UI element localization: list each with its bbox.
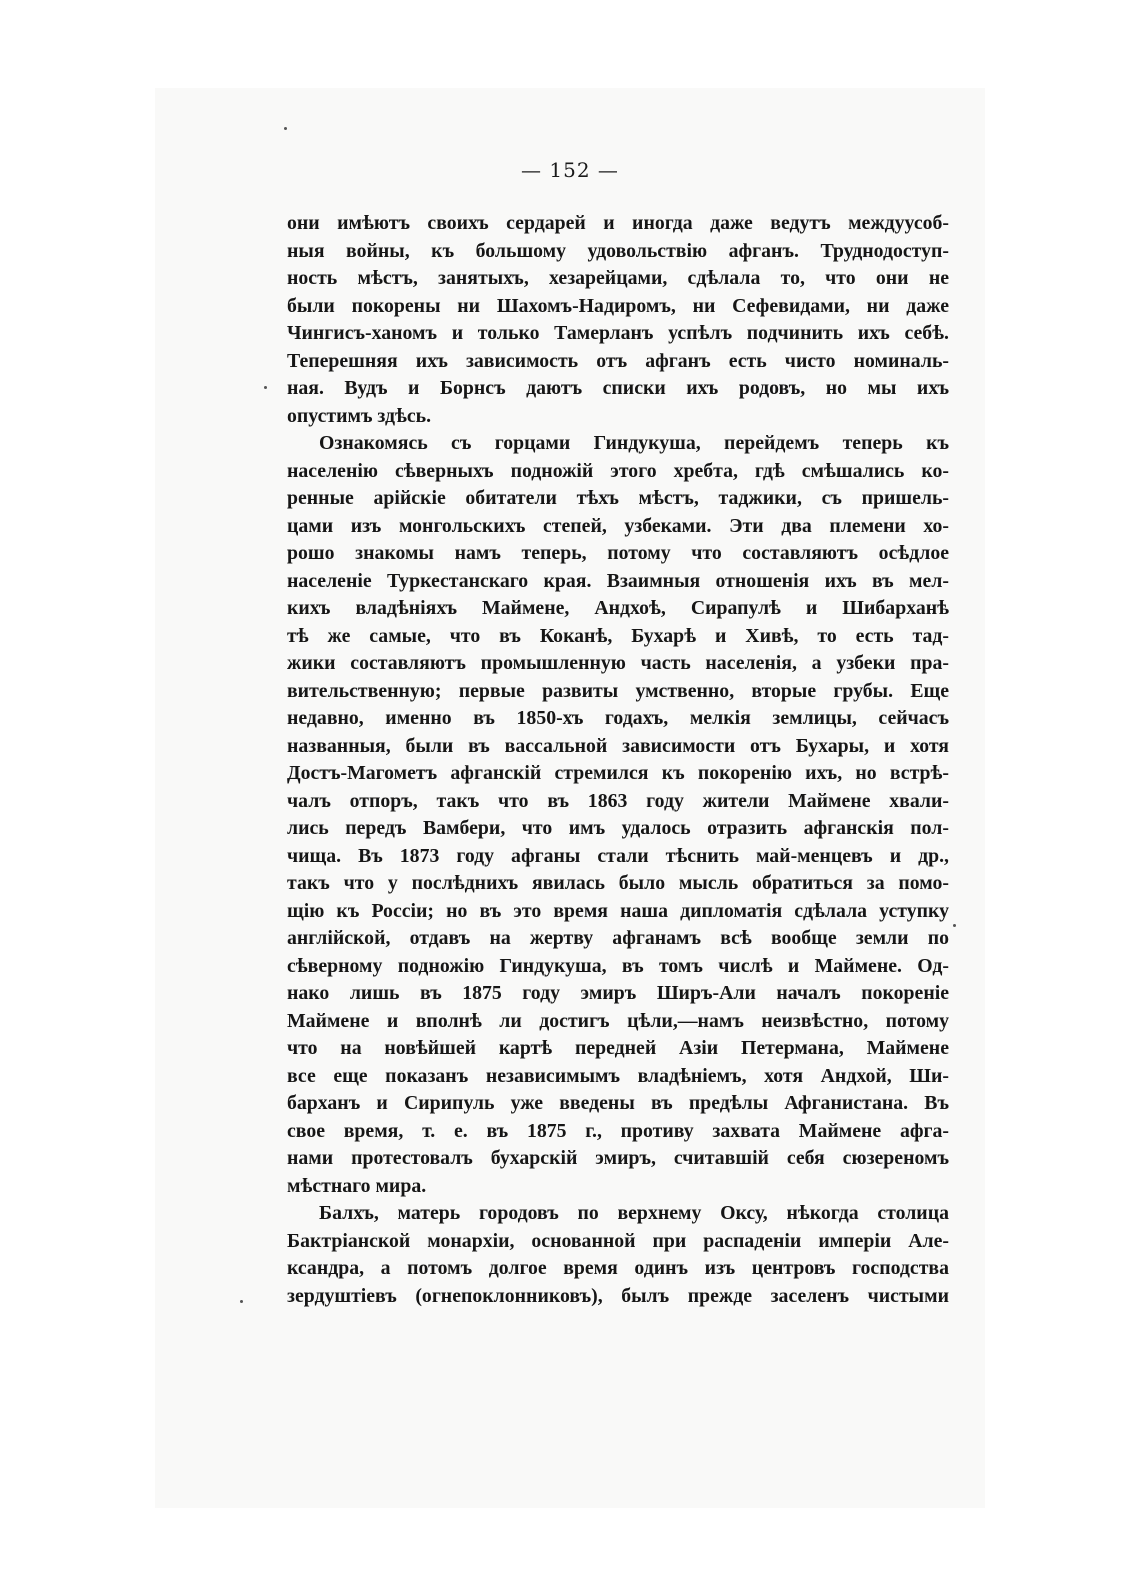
scan-speck: [240, 1300, 243, 1303]
text-line: Балхъ, матерь городовъ по верхнему Оксу, нѣкогда столица: [319, 1202, 949, 1224]
text-line: опустимъ здѣсь.: [287, 404, 432, 427]
text-line: лись передъ Вамбери, что имъ удалось отразить афганскія пол-: [287, 817, 949, 839]
scan-speck: [953, 924, 956, 927]
text-line: что на новѣйшей картѣ передней Азіи Петермана, Маймене: [287, 1037, 949, 1059]
text-line: сѣверному подножію Гиндукуша, въ томъ числѣ и Маймене. Од-: [287, 954, 949, 977]
text-line: Теперешняя ихъ зависимость отъ афганъ есть чисто номиналь-: [287, 349, 949, 372]
text-line: Чингисъ-ханомъ и только Тамерланъ успѣлъ подчинить ихъ себѣ.: [287, 322, 949, 344]
text-line: населенію сѣверныхъ подножій этого хребта, гдѣ смѣшались ко-: [287, 459, 949, 482]
page-number: — 152 —: [521, 158, 619, 182]
text-line: свое время, т. е. въ 1875 г., противу захвата Маймене афга-: [287, 1119, 949, 1142]
text-line: щію къ Россіи; но въ это время наша дипломатія сдѣлала уступку: [287, 899, 949, 922]
scan-speck: [264, 386, 267, 389]
text-line: жики составляютъ промышленную часть населенія, а узбеки пра-: [287, 652, 949, 674]
text-line: ксандра, а потомъ долгое время одинъ изъ центровъ господства: [287, 1257, 949, 1279]
text-line: ная. Вудъ и Борнсъ даютъ списки ихъ родовъ, но мы ихъ: [287, 377, 949, 399]
text-line: все еще показанъ независимымъ владѣніемъ, хотя Андхой, Ши-: [287, 1064, 949, 1087]
page-text: [287, 210, 949, 1310]
text-line: ность мѣстъ, занятыхъ, хезарейцами, сдѣлала то, что они не: [287, 267, 949, 289]
scan-speck: [284, 127, 287, 130]
text-line: Маймене и вполнѣ ли достигъ цѣли,—намъ неизвѣстно, потому: [287, 1009, 949, 1032]
text-line: были покорены ни Шахомъ-Надиромъ, ни Сефевидами, ни даже: [287, 294, 949, 317]
text-line: Достъ-Магометъ афганскій стремился къ покоренію ихъ, но встрѣ-: [287, 762, 949, 784]
text-line: названныя, были въ вассальной зависимости отъ Бухары, и хотя: [287, 734, 949, 757]
text-line: зердуштіевъ (огнепоклонниковъ), былъ прежде заселенъ чистыми: [287, 1284, 949, 1307]
text-line: мѣстнаго мира.: [287, 1174, 427, 1197]
text-line: Бактріанской монархіи, основанной при распаденіи имперіи Але-: [287, 1229, 949, 1252]
text-line: барханъ и Сирипуль уже введены въ предѣлы Афганистана. Въ: [287, 1092, 949, 1114]
text-line: они имѣютъ своихъ сердарей и иногда даже ведутъ междуусоб-: [287, 212, 949, 234]
text-line: населеніе Туркестанскаго края. Взаимныя отношенія ихъ въ мел-: [287, 569, 949, 592]
text-line: чища. Въ 1873 году афганы стали тѣснить май-менцевъ и др.,: [287, 844, 949, 867]
text-line: Ознакомясь съ горцами Гиндукуша, перейдемъ теперь къ: [319, 432, 949, 454]
text-line: недавно, именно въ 1850-хъ годахъ, мелкія землицы, сейчасъ: [287, 707, 949, 729]
text-line: чалъ отпоръ, такъ что въ 1863 году жители Маймене хвали-: [287, 789, 949, 812]
text-line: рошо знакомы намъ теперь, потому что составляютъ осѣдлое: [287, 542, 949, 564]
text-line: нами протестовалъ бухарскій эмиръ, считавшій себя сюзереномъ: [287, 1147, 949, 1169]
text-line: ныя войны, къ большому удовольствію афганъ. Труднодоступ-: [287, 239, 949, 262]
text-line: англійской, отдавъ на жертву афганамъ всѣ вообще земли по: [287, 927, 949, 949]
text-line: ренные арійскіе обитатели тѣхъ мѣстъ, таджики, съ пришель-: [287, 487, 949, 509]
text-line: вительственную; первые развиты умственно, вторые грубы. Еще: [287, 679, 949, 702]
text-line: кихъ владѣніяхъ Маймене, Андхоѣ, Сирапулѣ и Шибарханѣ: [287, 597, 949, 619]
text-line: нако лишь въ 1875 году эмиръ Ширъ-Али началъ покореніе: [287, 982, 949, 1004]
text-line: цами изъ монгольскихъ степей, узбеками. Эти два племени хо-: [287, 514, 949, 537]
text-line: такъ что у послѣднихъ явилась было мысль обратиться за помо-: [287, 872, 949, 894]
text-line: тѣ же самые, что въ Коканѣ, Бухарѣ и Хивѣ, то есть тад-: [287, 624, 949, 647]
